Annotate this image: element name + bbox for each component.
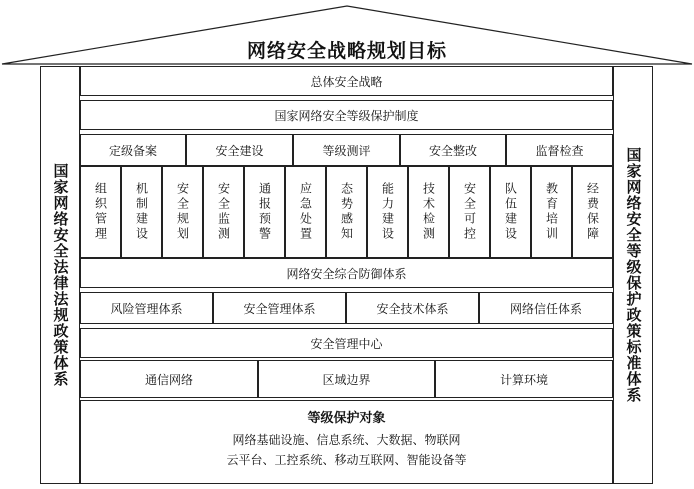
- stage-label: 安全整改: [428, 143, 477, 158]
- measure-label: 安全可控: [462, 182, 477, 242]
- environment-item: [435, 360, 613, 398]
- diagram-title: 网络安全战略规划目标: [246, 40, 447, 62]
- right-pillar-label: 国家网络安全等级保护政策标准体系: [624, 147, 643, 403]
- system-item: [80, 292, 213, 324]
- system-item: [479, 292, 613, 324]
- measure-label: 技术检测: [421, 182, 436, 242]
- measure-label: 经费保障: [585, 182, 600, 242]
- system-item: [213, 292, 346, 324]
- protection-system: [80, 100, 613, 130]
- stage-item: [186, 134, 293, 166]
- environment-label: 通信网络: [144, 372, 193, 387]
- measure-label: 应急处置: [298, 182, 313, 242]
- overall-strategy-label: 总体安全战略: [310, 74, 383, 89]
- measure-item: [326, 166, 367, 258]
- measure-item: [80, 166, 121, 258]
- protection-system-label: 国家网络安全等级保护制度: [274, 108, 419, 123]
- measure-item: [203, 166, 244, 258]
- environment-item: [258, 360, 435, 398]
- measure-item: [162, 166, 203, 258]
- measure-label: 能力建设: [380, 182, 395, 242]
- defense-system-label: 网络安全综合防御体系: [286, 266, 407, 281]
- measure-item: [449, 166, 490, 258]
- right-pillar: [613, 66, 653, 484]
- left-pillar-label: 国家网络安全法律法规政策体系: [51, 163, 70, 387]
- measure-item: [285, 166, 326, 258]
- stage-label: 等级测评: [322, 143, 371, 158]
- system-item: [346, 292, 479, 324]
- stage-label: 定级备案: [108, 143, 157, 158]
- defense-system: [80, 258, 613, 288]
- environment-item: [80, 360, 258, 398]
- system-label: 安全技术体系: [376, 301, 449, 316]
- system-label: 风险管理体系: [110, 301, 183, 316]
- systems-row: [80, 292, 613, 324]
- measure-label: 队伍建设: [503, 182, 518, 242]
- environment-label: 计算环境: [499, 372, 548, 387]
- left-pillar: [40, 66, 80, 484]
- environments-row: [80, 360, 613, 398]
- measures-row: [80, 166, 613, 258]
- overall-strategy: [80, 66, 613, 96]
- measure-item: [572, 166, 613, 258]
- measure-item: [367, 166, 408, 258]
- management-center: [80, 328, 613, 358]
- measure-label: 教育培训: [544, 182, 559, 242]
- stage-item: [506, 134, 613, 166]
- measure-label: 组织管理: [93, 182, 108, 242]
- protection-objects-line2: 云平台、工控系统、移动互联网、智能设备等: [226, 453, 467, 467]
- stage-item: [80, 134, 186, 166]
- stage-item: [400, 134, 506, 166]
- environment-label: 区域边界: [322, 372, 371, 387]
- system-label: 安全管理体系: [243, 301, 316, 316]
- measure-label: 机制建设: [134, 182, 149, 242]
- measure-item: [408, 166, 449, 258]
- stage-label: 安全建设: [215, 143, 264, 158]
- system-label: 网络信任体系: [509, 301, 582, 316]
- stages-row: [80, 134, 613, 166]
- measure-item: [531, 166, 572, 258]
- protection-objects-line1: 网络基础设施、信息系统、大数据、物联网: [232, 433, 461, 447]
- stage-label: 监督检查: [535, 143, 584, 158]
- measure-label: 安全监测: [216, 182, 231, 242]
- protection-objects: [80, 400, 613, 484]
- protection-objects-title: 等级保护对象: [307, 411, 386, 426]
- stage-item: [293, 134, 400, 166]
- measure-label: 安全规划: [175, 182, 190, 242]
- measure-item: [490, 166, 531, 258]
- management-center-label: 安全管理中心: [310, 336, 383, 351]
- measure-label: 通报预警: [257, 182, 272, 242]
- measure-item: [244, 166, 285, 258]
- measure-label: 态势感知: [339, 182, 354, 242]
- measure-item: [121, 166, 162, 258]
